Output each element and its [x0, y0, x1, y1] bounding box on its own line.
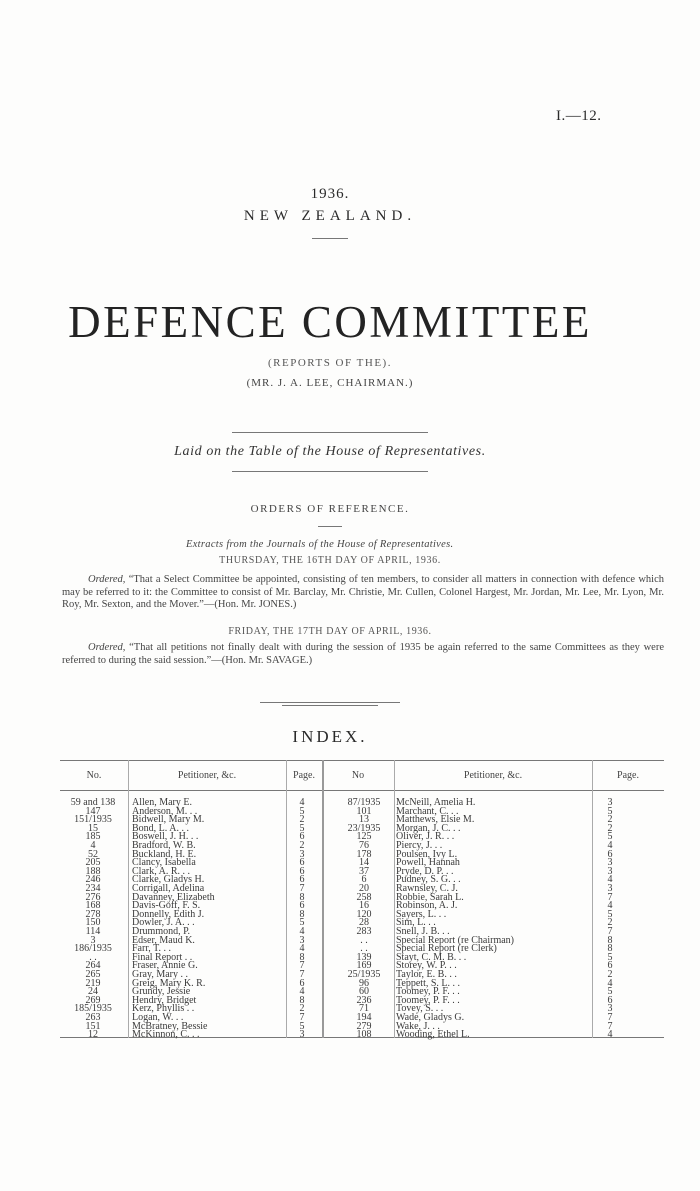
- header-page: Page.: [293, 770, 315, 781]
- cell-petitioner: Toomey, P. F. . .: [396, 994, 460, 1006]
- cell-no: 185: [85, 831, 101, 843]
- cell-page: 7: [607, 926, 613, 937]
- cell-no: . .: [360, 943, 368, 955]
- cell-no: 3: [90, 934, 96, 946]
- cell-petitioner: McKinnon, C. . .: [132, 1029, 200, 1041]
- cell-no: 185/1935: [74, 1003, 112, 1015]
- cell-no: 269: [85, 994, 101, 1006]
- cell-petitioner: Robinson, A. J.: [396, 900, 458, 912]
- header-petitioner-2: Petitioner, &c.: [463, 770, 523, 781]
- cell-page: 5: [607, 908, 613, 920]
- cell-petitioner: Sayers, L. . .: [396, 908, 447, 920]
- cell-no: 13: [359, 814, 369, 826]
- cell-no: 265: [85, 969, 101, 980]
- cell-petitioner: Morgan, J. C. . .: [396, 822, 461, 834]
- cell-no: 150: [85, 917, 101, 929]
- cell-petitioner: Snell, J. B. . .: [396, 926, 450, 937]
- cell-page: 7: [607, 1020, 613, 1032]
- cell-page: 7: [299, 883, 305, 894]
- table-top-rule: [60, 760, 664, 761]
- cell-no: 16: [359, 900, 369, 912]
- cell-page: 4: [299, 926, 305, 937]
- cell-no: 246: [85, 874, 101, 886]
- cell-petitioner: Anderson, M. . .: [132, 805, 198, 817]
- cell-petitioner: Bradford, W. B.: [132, 840, 196, 851]
- cell-no: 37: [359, 865, 369, 877]
- cell-petitioner: Oliver, J. R. . .: [396, 831, 455, 843]
- order-paragraph-2: [62, 642, 664, 667]
- cell-page: 2: [607, 969, 613, 980]
- cell-petitioner: Donnelly, Edith J.: [132, 908, 205, 920]
- cell-no: 263: [85, 1012, 101, 1023]
- order-paragraph-1: [62, 574, 664, 612]
- cell-petitioner: Tovey, S. . .: [396, 1003, 444, 1015]
- cell-page: 3: [607, 865, 613, 877]
- cell-no: 234: [85, 883, 101, 894]
- cell-page: 8: [299, 994, 305, 1006]
- cell-page: 8: [299, 908, 305, 920]
- cell-no: 15: [88, 822, 98, 834]
- cell-petitioner: Dowler, J. A. . .: [132, 917, 195, 929]
- cell-no: 108: [356, 1029, 372, 1041]
- cell-no: . .: [360, 934, 368, 946]
- cell-page: 8: [299, 891, 305, 903]
- index-heading: INDEX.: [292, 727, 368, 746]
- cell-no: 24: [88, 986, 98, 998]
- cell-no: 23/1935: [347, 822, 381, 834]
- cell-petitioner: Wake, J. . .: [396, 1020, 440, 1032]
- cell-petitioner: Toomey, P. F. . .: [396, 986, 460, 998]
- cell-petitioner: Clarke, Gladys H.: [132, 874, 205, 886]
- index-table: [60, 760, 664, 1041]
- cell-page: 3: [607, 883, 613, 894]
- cell-petitioner: Piercy, J. . .: [396, 840, 443, 851]
- cell-no: 12: [88, 1029, 98, 1041]
- cell-no: 219: [85, 977, 101, 989]
- cell-no: 186/1935: [74, 943, 112, 955]
- cell-no: 101: [356, 805, 372, 817]
- cell-page: 5: [299, 917, 305, 929]
- cell-petitioner: Matthews, Elsie M.: [396, 814, 475, 826]
- cell-no: 71: [359, 1003, 369, 1015]
- cell-petitioner: Farr, T. . .: [132, 943, 171, 955]
- cell-page: 7: [299, 969, 305, 980]
- cell-no: 87/1935: [347, 797, 381, 808]
- cell-page: 7: [299, 960, 305, 972]
- cell-petitioner: Drummond, P.: [132, 926, 191, 937]
- cell-page: 8: [607, 934, 613, 946]
- cell-no: 25/1935: [347, 969, 381, 980]
- cell-no: 14: [359, 857, 369, 869]
- cell-petitioner: McNeill, Amelia H.: [396, 797, 476, 808]
- cell-no: 279: [356, 1020, 372, 1032]
- cell-no: 60: [359, 986, 369, 998]
- cell-petitioner: Wooding, Ethel L.: [396, 1029, 470, 1041]
- cell-no: 278: [85, 908, 101, 920]
- cell-page: 6: [299, 831, 305, 843]
- cell-no: 283: [356, 926, 372, 937]
- country: NEW ZEALAND.: [243, 208, 417, 224]
- cell-page: 4: [607, 840, 613, 851]
- cell-no: 6: [361, 874, 367, 886]
- cell-no: 151/1935: [74, 814, 112, 826]
- cell-no: 168: [85, 900, 101, 912]
- cell-petitioner: Clark, A. R. . .: [132, 865, 191, 877]
- cell-page: 6: [607, 994, 613, 1006]
- cell-petitioner: Marchant, C. . .: [396, 805, 459, 817]
- cell-petitioner: Greig, Mary K. R.: [132, 977, 206, 989]
- cell-no: 114: [85, 926, 101, 937]
- table-header-rule: [60, 790, 664, 791]
- cell-no: 20: [359, 883, 369, 894]
- cell-no: 151: [85, 1020, 101, 1032]
- cell-petitioner: Buckland, H. E.: [132, 848, 197, 860]
- cell-no: 258: [356, 891, 372, 903]
- cell-petitioner: Logan, W. . .: [132, 1012, 184, 1023]
- cell-petitioner: Special Report (re Clerk): [396, 943, 497, 955]
- header-no: No.: [86, 770, 102, 781]
- cell-page: 4: [607, 900, 613, 912]
- cell-page: 2: [299, 1003, 305, 1015]
- cell-petitioner: Storey, W. P. . .: [396, 960, 457, 972]
- cell-page: 3: [607, 857, 613, 869]
- cell-page: 4: [607, 874, 613, 886]
- cell-petitioner: Final Report . .: [132, 951, 193, 963]
- cell-page: 6: [299, 865, 305, 877]
- laid-on-table: Laid on the Table of the House of Representatives.: [174, 444, 486, 459]
- cell-page: 2: [607, 822, 613, 834]
- cell-petitioner: Allen, Mary E.: [132, 797, 192, 808]
- order-text-2: “That all petitions not finally dealt with during the session of 1935 be again referred to the same Committees as they were referred to during the said session.”—(Hon. Mr. SAVAGE.): [62, 642, 664, 666]
- cell-page: 6: [607, 960, 613, 972]
- cell-petitioner: Fraser, Annie G.: [132, 960, 198, 972]
- year: 1936.: [310, 186, 350, 202]
- document-subtitle: (REPORTS OF THE).: [268, 357, 392, 369]
- cell-page: 7: [299, 1012, 305, 1023]
- cell-petitioner: Boswell, J. H. . .: [132, 831, 199, 843]
- extracts-line: Extracts from the Journals of the House of Representatives.: [186, 539, 454, 550]
- cell-page: 5: [607, 831, 613, 843]
- cell-page: 2: [607, 814, 613, 826]
- date-thursday: THURSDAY, THE 16TH DAY OF APRIL, 1936.: [219, 555, 441, 566]
- table-row: [60, 1029, 664, 1040]
- cell-page: 5: [299, 805, 305, 817]
- cell-no: 276: [85, 891, 101, 903]
- cell-petitioner: Rawnsley, C. J.: [396, 883, 458, 894]
- cell-no: 76: [359, 840, 369, 851]
- cell-page: 8: [299, 951, 305, 963]
- ordered-label: Ordered,: [88, 642, 126, 653]
- chairman-line: (MR. J. A. LEE, CHAIRMAN.): [246, 377, 414, 389]
- cell-petitioner: Taylor, E. B. . .: [396, 969, 457, 980]
- cell-page: 5: [299, 822, 305, 834]
- cell-petitioner: Edser, Maud K.: [132, 934, 195, 946]
- cell-page: 3: [607, 1003, 613, 1015]
- divider-index: [260, 702, 400, 703]
- cell-petitioner: Davanney, Elizabeth: [132, 891, 215, 903]
- divider-index-2: [282, 705, 378, 706]
- cell-page: 2: [299, 814, 305, 826]
- divider-short: [312, 238, 348, 239]
- cell-no: 147: [85, 805, 101, 817]
- cell-petitioner: Pudney, S. G. . .: [396, 874, 461, 886]
- cell-page: 7: [607, 1012, 613, 1023]
- cell-petitioner: Powell, Hannah: [396, 857, 460, 869]
- cell-petitioner: Special Report (re Chairman): [396, 934, 515, 946]
- cell-no: 178: [356, 848, 372, 860]
- cell-page: 6: [299, 874, 305, 886]
- cell-page: 7: [607, 891, 613, 903]
- header-no-2: No: [351, 770, 365, 781]
- divider-laid-top: [232, 432, 428, 433]
- cell-no: 169: [356, 960, 372, 972]
- date-friday: FRIDAY, THE 17TH DAY OF APRIL, 1936.: [228, 626, 432, 637]
- cell-no: 4: [90, 840, 96, 851]
- cell-petitioner: Poulsen, Ivy L.: [396, 848, 458, 860]
- cell-page: 5: [299, 1020, 305, 1032]
- cell-no: 120: [356, 908, 372, 920]
- orders-heading: ORDERS OF REFERENCE.: [250, 503, 410, 515]
- cell-no: 28: [359, 917, 369, 929]
- cell-petitioner: Kerz, Phyllis . .: [132, 1003, 195, 1015]
- cell-page: 6: [299, 977, 305, 989]
- cell-no: 236: [356, 994, 372, 1006]
- cell-petitioner: Sim, L. . .: [396, 917, 436, 929]
- cell-page: 4: [607, 977, 613, 989]
- cell-no: 194: [356, 1012, 372, 1023]
- cell-page: 6: [607, 848, 613, 860]
- cell-page: 4: [299, 943, 305, 955]
- divider-orders: [318, 526, 342, 527]
- cell-page: 6: [299, 900, 305, 912]
- document-title: DEFENCE COMMITTEE: [68, 297, 592, 347]
- cell-no: . .: [89, 951, 97, 963]
- cell-page: 4: [299, 797, 305, 808]
- cell-petitioner: Bond, L. A. . .: [132, 822, 189, 834]
- order-text-1: “That a Select Committee be appointed, consisting of ten members, to consider all matters in connection with defence which may be referred to it: the Committee to consist of Mr. Barclay, Mr. Christie, Mr. Cullen, Colonel Hargest, Mr. Jordan, Mr. Lee, Mr. Lyon, Mr. Roy, Mr. Sexton, and the Mover.”—(Hon. Mr. JONES.): [62, 574, 665, 610]
- cell-page: 2: [607, 917, 613, 929]
- cell-page: 3: [299, 848, 305, 860]
- cell-no: 264: [85, 960, 101, 972]
- cell-page: 2: [299, 840, 305, 851]
- cell-petitioner: Wade, Gladys G.: [396, 1012, 465, 1023]
- cell-no: 52: [88, 848, 98, 860]
- cell-page: 6: [299, 857, 305, 869]
- cell-page: 4: [299, 986, 305, 998]
- cell-page: 3: [299, 934, 305, 946]
- cell-petitioner: Stayt, C. M. B. . .: [396, 951, 467, 963]
- cell-no: 139: [356, 951, 372, 963]
- cell-page: 5: [607, 986, 613, 998]
- header-page-2: Page.: [617, 770, 639, 781]
- cell-petitioner: Hendry, Bridget: [132, 994, 197, 1006]
- cell-petitioner: Robbie, Sarah L.: [396, 891, 464, 903]
- cell-page: 3: [299, 1029, 305, 1041]
- cell-page: 8: [607, 943, 613, 955]
- page-id: I.—12.: [556, 108, 602, 124]
- cell-no: 125: [356, 831, 372, 843]
- cell-no: 96: [359, 977, 369, 989]
- cell-petitioner: Grundy, Jessie: [132, 986, 191, 998]
- cell-petitioner: McBratney, Bessie: [132, 1020, 208, 1032]
- cell-petitioner: Bidwell, Mary M.: [132, 814, 205, 826]
- cell-petitioner: Clancy, Isabella: [132, 857, 196, 869]
- divider-laid-bottom: [232, 471, 428, 472]
- cell-page: 3: [607, 797, 613, 808]
- cell-page: 5: [607, 805, 613, 817]
- cell-no: 59 and 138: [70, 797, 116, 808]
- cell-no: 188: [85, 865, 101, 877]
- cell-petitioner: Davis-Goff, F. S.: [132, 900, 201, 912]
- cell-page: 5: [607, 951, 613, 963]
- cell-no: 205: [85, 857, 101, 869]
- cell-petitioner: Pryde, D. P. . .: [396, 865, 454, 877]
- header-petitioner: Petitioner, &c.: [177, 770, 237, 781]
- cell-petitioner: Corrigall, Adelina: [132, 883, 205, 894]
- cell-petitioner: Teppett, S. L. . .: [396, 977, 461, 989]
- ordered-label: Ordered,: [88, 574, 126, 585]
- cell-petitioner: Gray, Mary . .: [132, 969, 189, 980]
- cell-page: 4: [607, 1029, 613, 1041]
